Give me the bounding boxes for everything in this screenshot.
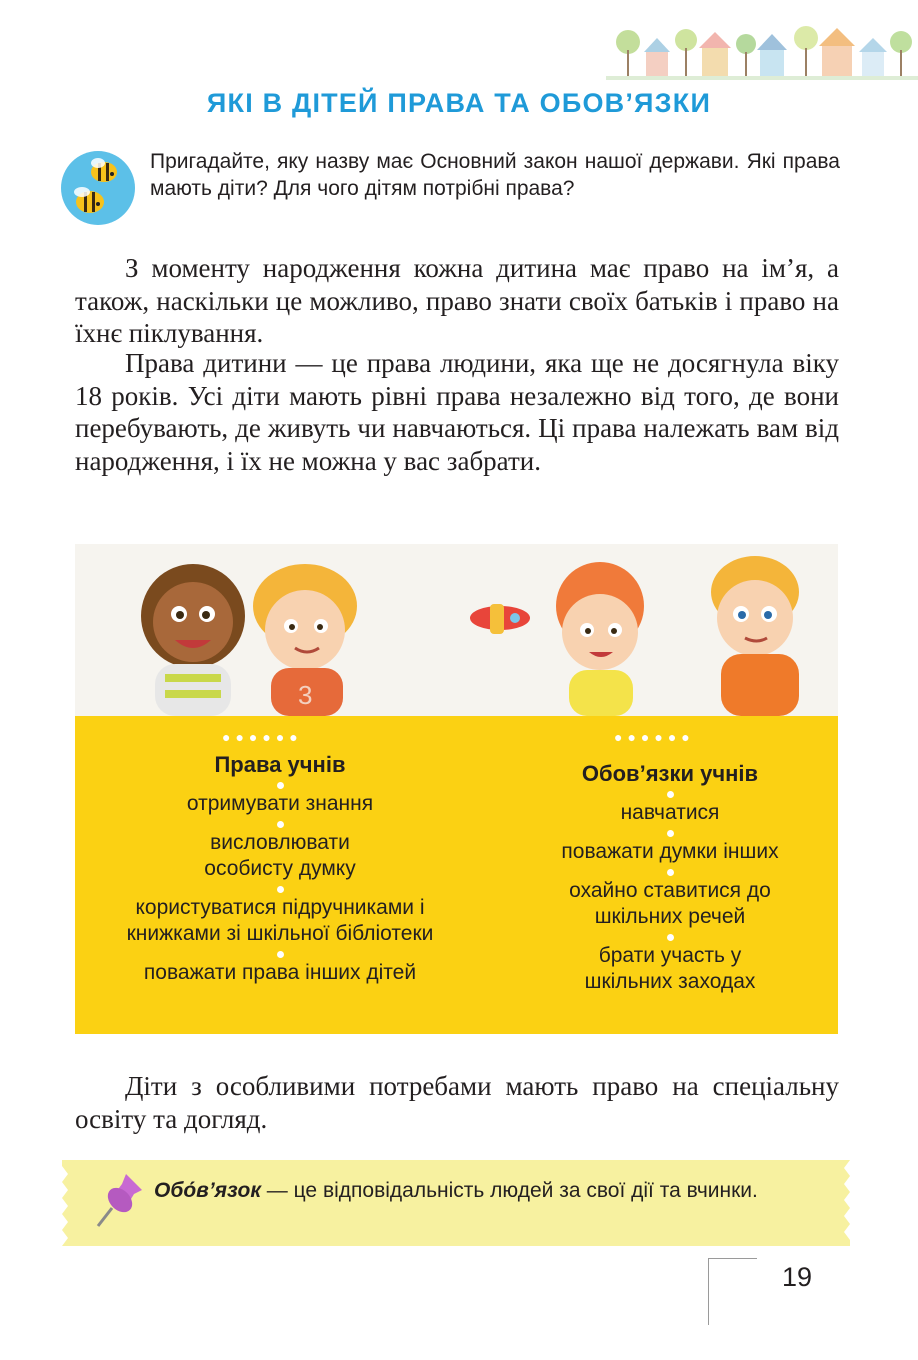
duties-item: поважати думки інших	[520, 839, 820, 865]
intro-question: Пригадайте, яку назву має Основний закон нашої держави. Які права мають діти? Для чого дітям потрібні права?	[150, 150, 840, 200]
duties-item: навчатися	[520, 800, 820, 826]
definition-text	[154, 1176, 834, 1205]
paragraph-child-rights: Права дитини — це права людини, яка ще не досягнула віку 18 років. Усі діти мають рівні права незалежно від того, де вони перебувають, де живуть чи навчаються. Ці права належать вам від народження, і їх не можна у вас забрати.	[75, 348, 839, 476]
rights-item: поважати права інших дітей	[95, 960, 465, 986]
children-illustration	[75, 544, 838, 716]
page-title: ЯКІ В ДІТЕЙ ПРАВА ТА ОБОВ’ЯЗКИ	[206, 88, 712, 118]
paragraph-birth-rights: З моменту народження кожна дитина має право на ім’я, а також, наскільки це можливо, право знати своїх батьків і право на їхнє піклування.	[75, 253, 839, 348]
dots-decoration: ●●●●●●	[222, 729, 303, 745]
page-corner-mark	[708, 1258, 757, 1325]
bees-icon	[60, 150, 136, 226]
duties-item: брати участь у шкільних заходах	[520, 943, 820, 995]
duties-column	[520, 761, 820, 995]
duties-item: охайно ставитися до шкільних речей	[520, 878, 820, 930]
page-number: 19	[782, 1262, 813, 1292]
paragraph-special-needs: Діти з особливими потребами мають право на спеціальну освіту та догляд.	[75, 1071, 839, 1134]
rights-item: користуватися підручниками і книжками зі шкільної бібліотеки	[95, 895, 465, 947]
houses-decoration-icon	[606, 20, 918, 84]
duties-heading: Обов’язки учнів	[581, 761, 759, 786]
rights-heading: Права учнів	[214, 752, 346, 777]
rights-column	[95, 752, 465, 986]
pushpin-icon	[92, 1170, 146, 1230]
definition-term: Обо́в’язок	[154, 1179, 261, 1202]
rights-item: отримувати знання	[95, 791, 465, 817]
svg-text:3: 3	[298, 680, 313, 710]
children-cartoon-icon	[75, 544, 838, 716]
dots-decoration: ●●●●●●	[614, 729, 695, 745]
rights-item: висловлювати особисту думку	[95, 830, 465, 882]
definition-body: — це відповідальність людей за свої дії та вчинки.	[260, 1179, 758, 1202]
